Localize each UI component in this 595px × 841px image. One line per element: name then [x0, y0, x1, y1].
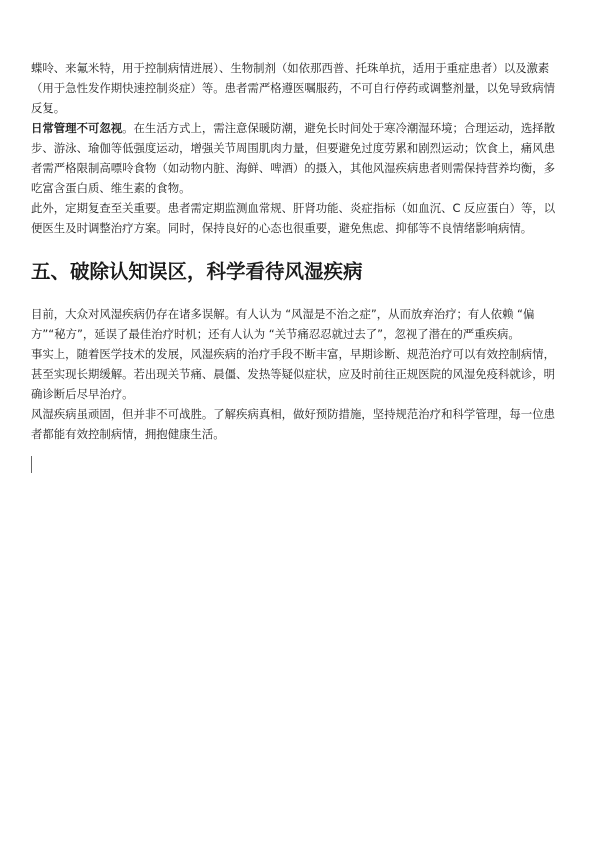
text-cursor[interactable]	[31, 456, 32, 473]
paragraph-body: 。在生活方式上，需注意保暖防潮，避免长时间处于寒冷潮湿环境；合理运动，选择散步、游泳、瑜伽等低强度运动，增强关节周围肌肉力量，但要避免过度劳累和剧烈运动；饮食上，痛风患者需严格限制高嘌呤食物（如动物内脏、海鲜、啤酒）的摄入，其他风湿疾病患者则需保持营养均衡，多吃富含蛋白质、维生素的食物。	[31, 121, 555, 195]
paragraph-facts: 事实上，随着医学技术的发展，风湿疾病的治疗手段不断丰富，早期诊断、规范治疗可以有效控制病情，甚至实现长期缓解。若出现关节痛、晨僵、发热等疑似症状，应及时前往正规医院的风湿免疫科就诊，明确诊断后尽早治疗。	[31, 347, 555, 401]
paragraph-daily-management	[31, 118, 563, 198]
paragraph-lead-bold: 日常管理不可忽视	[31, 121, 123, 135]
document-page	[31, 58, 563, 473]
paragraph-regular-checkup: 此外，定期复查至关重要。患者需定期监测血常规、肝肾功能、炎症指标（如血沉、C 反应蛋白）等，以便医生及时调整治疗方案。同时，保持良好的心态也很重要，避免焦虑、抑郁等不良情绪影响病情。	[31, 201, 556, 235]
paragraph-medication: 蝶呤、来氟米特，用于控制病情进展）、生物制剂（如依那西普、托珠单抗，适用于重症患者）以及激素（用于急性发作期快速控制炎症）等。患者需严格遵医嘱服药，不可自行停药或调整剂量，以免导致病情反复。	[31, 61, 555, 115]
paragraph-conclusion: 风湿疾病虽顽固，但并非不可战胜。了解疾病真相，做好预防措施，坚持规范治疗和科学管理，每一位患者都能有效控制病情，拥抱健康生活。	[31, 407, 555, 441]
paragraph-misconceptions: 目前，大众对风湿疾病仍存在诸多误解。有人认为 “风湿是不治之症”，从而放弃治疗；有人依赖 “偏方”“秘方”，延误了最佳治疗时机；还有人认为 “关节痛忍忍就过去了”，忽视了潜在的严重疾病。	[31, 307, 535, 341]
section-heading-5: 五、破除认知误区，科学看待风湿疾病	[31, 260, 363, 283]
